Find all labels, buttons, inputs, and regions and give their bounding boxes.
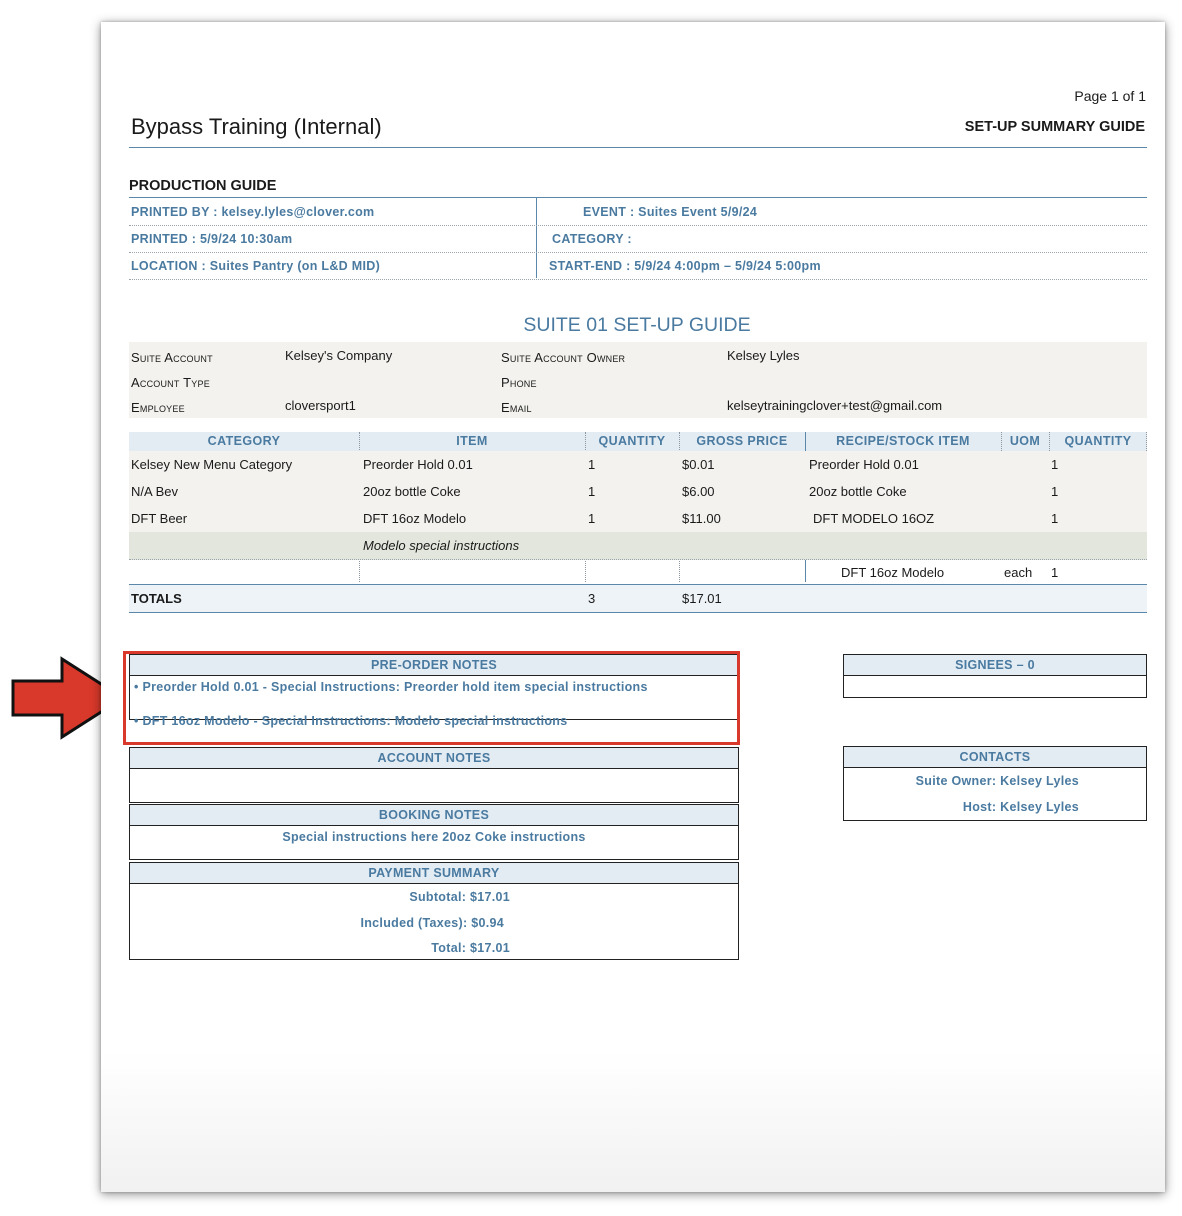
payment-summary-heading: PAYMENT SUMMARY	[130, 863, 738, 884]
event: EVENT : Suites Event 5/9/24	[583, 205, 758, 219]
col-category: CATEGORY	[207, 434, 281, 448]
totals-row	[129, 584, 1147, 613]
phone-label: Phone	[501, 375, 537, 390]
table-row-sub-item	[129, 559, 1147, 586]
table-row	[129, 478, 1147, 506]
email-label: Email	[501, 400, 532, 415]
printed-date: PRINTED : 5/9/24 10:30am	[131, 232, 293, 246]
contact-suite-owner: Suite Owner: Kelsey Lyles	[915, 774, 1079, 788]
total: Total: $17.01	[431, 941, 510, 955]
col-uom: UOM	[1009, 434, 1041, 448]
account-notes-box	[129, 747, 739, 803]
cell-recipe-quantity: 1	[1051, 457, 1059, 472]
payment-summary-box	[129, 862, 739, 960]
start-end: START-END : 5/9/24 4:00pm – 5/9/24 5:00pm	[549, 259, 821, 273]
totals-quantity: 3	[588, 591, 596, 606]
cell-recipe-quantity: 1	[1051, 484, 1059, 499]
cell-recipe: 20oz bottle Coke	[809, 484, 907, 499]
info-row	[129, 199, 1147, 226]
owner-label: Suite Account Owner	[501, 350, 626, 365]
booking-notes-box	[129, 804, 739, 860]
production-divider	[129, 197, 1147, 198]
table-row	[129, 505, 1147, 533]
col-recipe-quantity: QUANTITY	[1064, 434, 1132, 448]
column-separator	[1001, 432, 1002, 451]
info-row	[129, 253, 1147, 280]
header-divider	[129, 147, 1147, 148]
cell-category: Kelsey New Menu Category	[131, 457, 293, 472]
totals-price: $17.01	[682, 591, 722, 606]
suite-info-block	[129, 342, 1147, 418]
document-page	[101, 22, 1165, 1192]
cell-item: 20oz bottle Coke	[363, 484, 461, 499]
email-value: kelseytrainingclover+test@gmail.com	[727, 398, 943, 413]
preorder-note-line: • Preorder Hold 0.01 - Special Instructions: Preorder hold item special instructions	[134, 680, 648, 694]
table-row-instructions	[129, 532, 1147, 560]
cell-item: DFT 16oz Modelo	[363, 511, 467, 526]
contact-host: Host: Kelsey Lyles	[962, 800, 1079, 814]
col-recipe-stock-item: RECIPE/STOCK ITEM	[836, 434, 970, 448]
account-notes-heading: ACCOUNT NOTES	[130, 748, 738, 769]
cell-category: N/A Bev	[131, 484, 178, 499]
info-row	[129, 226, 1147, 253]
totals-label: TOTALS	[131, 591, 182, 606]
col-item: ITEM	[456, 434, 488, 448]
cell-recipe: DFT 16oz Modelo	[841, 565, 945, 580]
preorder-notes-heading: PRE-ORDER NOTES	[130, 655, 738, 676]
signees-heading: SIGNEES – 0	[844, 655, 1146, 676]
table-row	[129, 451, 1147, 479]
employee-value: cloversport1	[285, 398, 356, 413]
contacts-heading: CONTACTS	[844, 747, 1146, 768]
cell-uom: each	[1004, 565, 1033, 580]
cell-recipe-quantity: 1	[1051, 565, 1059, 580]
items-table-header	[129, 432, 1147, 451]
category: CATEGORY :	[552, 232, 632, 246]
suite-account-value: Kelsey's Company	[285, 348, 393, 363]
cell-item: Preorder Hold 0.01	[363, 457, 473, 472]
contacts-box	[843, 746, 1147, 821]
account-type-label: Account Type	[131, 375, 210, 390]
cell-recipe: Preorder Hold 0.01	[809, 457, 919, 472]
preorder-note-line: • DFT 16oz Modelo - Special Instructions: Modelo special instructions	[134, 714, 568, 728]
guide-type: SET-UP SUMMARY GUIDE	[964, 119, 1145, 135]
col-quantity: QUANTITY	[598, 434, 666, 448]
col-gross-price: GROSS PRICE	[696, 434, 788, 448]
suite-title: SUITE 01 SET-UP GUIDE	[523, 314, 751, 336]
signees-box	[843, 654, 1147, 698]
cell-category: DFT Beer	[131, 511, 188, 526]
page-number: Page 1 of 1	[1074, 88, 1146, 104]
column-separator	[1049, 432, 1050, 451]
employee-label: Employee	[131, 400, 185, 415]
printed-by: PRINTED BY : kelsey.lyles@clover.com	[131, 205, 375, 219]
cell-price: $11.00	[682, 511, 721, 526]
cell-recipe: DFT MODELO 16OZ	[813, 511, 935, 526]
subtotal: Subtotal: $17.01	[409, 890, 510, 904]
suite-account-label: Suite Account	[131, 350, 213, 365]
column-separator	[1146, 432, 1147, 451]
booking-notes-text: Special instructions here 20oz Coke instructions	[282, 830, 586, 844]
cell-quantity: 1	[588, 457, 596, 472]
included-taxes: Included (Taxes): $0.94	[360, 916, 504, 930]
cell-instructions: Modelo special instructions	[363, 538, 520, 553]
location: LOCATION : Suites Pantry (on L&D MID)	[131, 259, 381, 273]
cell-price: $0.01	[682, 457, 715, 472]
highlight-rectangle	[123, 651, 740, 745]
production-heading: PRODUCTION GUIDE	[129, 178, 277, 194]
booking-notes-heading: BOOKING NOTES	[130, 805, 738, 826]
owner-value: Kelsey Lyles	[727, 348, 800, 363]
cell-price: $6.00	[682, 484, 715, 499]
cell-recipe-quantity: 1	[1051, 511, 1059, 526]
cell-quantity: 1	[588, 484, 596, 499]
cell-quantity: 1	[588, 511, 596, 526]
page-title: Bypass Training (Internal)	[131, 114, 382, 139]
